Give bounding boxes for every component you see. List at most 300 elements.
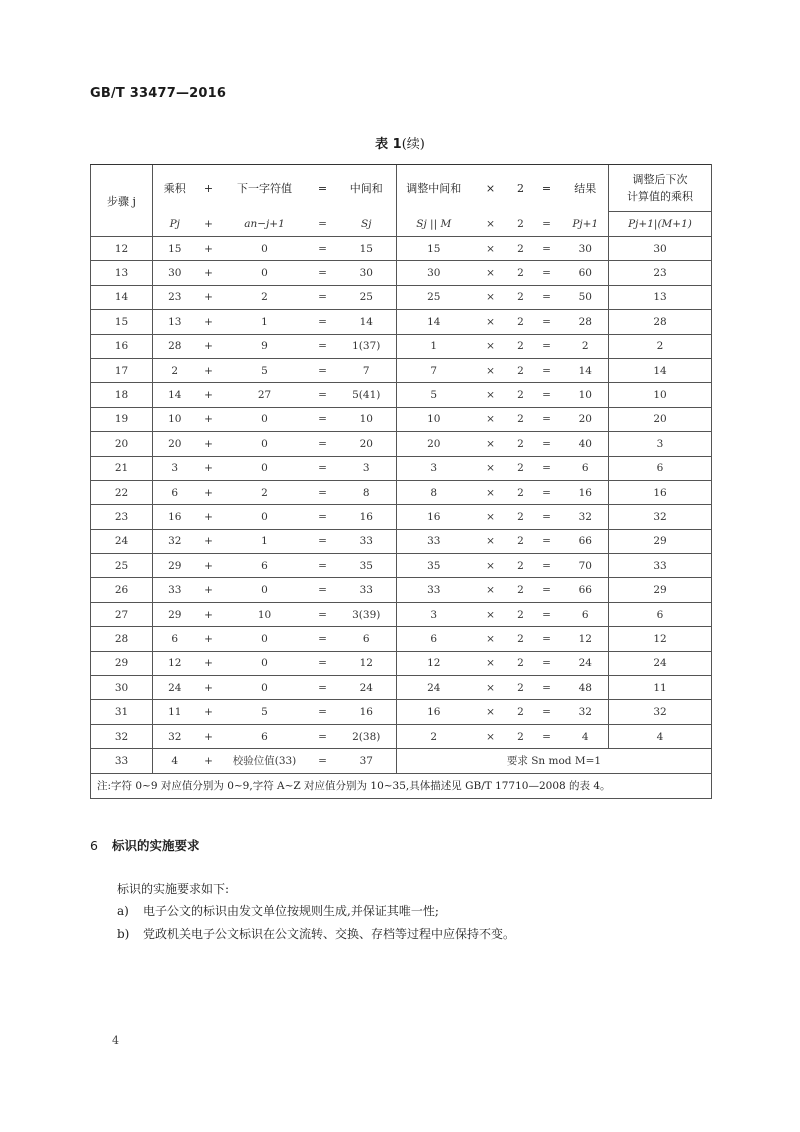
cell-eq: = [309, 383, 337, 407]
cell-two: 2 [511, 432, 531, 456]
cell-plus: + [197, 285, 221, 309]
section-number: 6 [90, 838, 98, 853]
cell-product: 30 [153, 261, 197, 285]
cell-adj-mid: 24 [397, 676, 471, 700]
header-adj-product-line1: 调整后下次 [632, 173, 688, 186]
cell-two: 2 [511, 578, 531, 602]
cell-two: 2 [511, 334, 531, 358]
cell-times: × [471, 602, 511, 626]
cell-product: 2 [153, 358, 197, 382]
cell-step: 33 [91, 749, 153, 773]
header-next-char: 下一字符值 [221, 165, 309, 212]
cell-next-char: 1 [221, 310, 309, 334]
cell-mid-sum: 12 [337, 651, 397, 675]
list-item-label: a) [117, 904, 129, 918]
section-intro: 标识的实施要求如下: [117, 882, 230, 896]
table-row [91, 676, 712, 700]
cell-eq: = [309, 529, 337, 553]
table-header-row [91, 165, 712, 212]
cell-next-char: 1 [221, 529, 309, 553]
table-row [91, 310, 712, 334]
cell-times: × [471, 627, 511, 651]
cell-mid-sum: 8 [337, 480, 397, 504]
table-row [91, 651, 712, 675]
cell-step: 19 [91, 407, 153, 431]
cell-product: 32 [153, 529, 197, 553]
cell-times: × [471, 261, 511, 285]
table-row [91, 237, 712, 261]
cell-eq: = [309, 407, 337, 431]
cell-product: 11 [153, 700, 197, 724]
cell-product: 28 [153, 334, 197, 358]
cell-adj-product: 29 [609, 529, 712, 553]
cell-eq: = [309, 749, 337, 773]
table-row [91, 480, 712, 504]
header-adj-product-line2: 计算值的乘积 [627, 190, 693, 203]
cell-result: 32 [563, 505, 609, 529]
cell-result: 32 [563, 700, 609, 724]
cell-next-char: 5 [221, 700, 309, 724]
cell-times: × [471, 480, 511, 504]
list-item-a [117, 902, 439, 919]
cell-two: 2 [511, 529, 531, 553]
cell-two: 2 [511, 456, 531, 480]
cell-plus: + [197, 432, 221, 456]
cell-adj-product: 32 [609, 700, 712, 724]
cell-plus: + [197, 627, 221, 651]
cell-eq: = [309, 554, 337, 578]
header-mid-sum: 中间和 [337, 165, 397, 212]
cell-result: 4 [563, 724, 609, 748]
cell-mid-sum: 1(37) [337, 334, 397, 358]
table-row [91, 285, 712, 309]
cell-two: 2 [511, 407, 531, 431]
cell-adj-mid: 33 [397, 529, 471, 553]
cell-result: 60 [563, 261, 609, 285]
table-row-final [91, 749, 712, 773]
cell-two: 2 [511, 358, 531, 382]
cell-next-char: 0 [221, 676, 309, 700]
cell-eq: = [309, 432, 337, 456]
cell-next-char: 5 [221, 358, 309, 382]
cell-plus: + [197, 529, 221, 553]
cell-eq: = [309, 602, 337, 626]
cell-plus: + [197, 261, 221, 285]
symbol-a: an−j+1 [221, 212, 309, 237]
header-two: 2 [511, 165, 531, 212]
cell-step: 28 [91, 627, 153, 651]
cell-step: 21 [91, 456, 153, 480]
cell-adj-mid: 5 [397, 383, 471, 407]
cell-times: × [471, 358, 511, 382]
cell-next-char: 2 [221, 285, 309, 309]
cell-plus: + [197, 456, 221, 480]
cell-eq: = [309, 480, 337, 504]
table-row [91, 724, 712, 748]
cell-plus: + [197, 651, 221, 675]
cell-next-char: 2 [221, 480, 309, 504]
symbol-eq: = [309, 212, 337, 237]
list-item-label: b) [117, 927, 130, 941]
cell-mid-sum: 5(41) [337, 383, 397, 407]
cell-product: 29 [153, 554, 197, 578]
cell-plus: + [197, 676, 221, 700]
cell-plus: + [197, 724, 221, 748]
cell-mid-sum: 15 [337, 237, 397, 261]
cell-eq2: = [531, 432, 563, 456]
cell-next-char: 0 [221, 651, 309, 675]
cell-product: 32 [153, 724, 197, 748]
cell-times: × [471, 334, 511, 358]
cell-plus: + [197, 749, 221, 773]
cell-adj-mid: 16 [397, 505, 471, 529]
cell-eq: = [309, 676, 337, 700]
cell-adj-product: 13 [609, 285, 712, 309]
cell-step: 23 [91, 505, 153, 529]
header-plus: + [197, 165, 221, 212]
symbol-s: Sj [337, 212, 397, 237]
cell-result: 70 [563, 554, 609, 578]
cell-eq: = [309, 724, 337, 748]
cell-two: 2 [511, 724, 531, 748]
cell-product: 4 [153, 749, 197, 773]
cell-eq2: = [531, 480, 563, 504]
cell-plus: + [197, 505, 221, 529]
cell-step: 22 [91, 480, 153, 504]
cell-adj-mid: 12 [397, 651, 471, 675]
cell-step: 24 [91, 529, 153, 553]
cell-result: 50 [563, 285, 609, 309]
cell-next-char: 0 [221, 432, 309, 456]
cell-adj-product: 2 [609, 334, 712, 358]
cell-next-char: 0 [221, 456, 309, 480]
cell-step: 13 [91, 261, 153, 285]
list-item-b [117, 925, 515, 942]
standard-code: GB/T 33477—2016 [90, 86, 227, 101]
cell-eq2: = [531, 724, 563, 748]
list-item-text: 党政机关电子公文标识在公文流转、交换、存档等过程中应保持不变。 [143, 927, 516, 941]
cell-eq2: = [531, 651, 563, 675]
cell-times: × [471, 651, 511, 675]
header-eq2: = [531, 165, 563, 212]
symbol-p: Pj [153, 212, 197, 237]
cell-eq2: = [531, 529, 563, 553]
cell-adj-product: 23 [609, 261, 712, 285]
cell-result: 12 [563, 627, 609, 651]
cell-adj-mid: 20 [397, 432, 471, 456]
header-times: × [471, 165, 511, 212]
cell-step: 25 [91, 554, 153, 578]
cell-adj-product: 3 [609, 432, 712, 456]
cell-mid-sum: 16 [337, 505, 397, 529]
cell-times: × [471, 578, 511, 602]
cell-result: 16 [563, 480, 609, 504]
cell-product: 12 [153, 651, 197, 675]
cell-eq: = [309, 651, 337, 675]
cell-two: 2 [511, 700, 531, 724]
cell-mid-sum: 25 [337, 285, 397, 309]
cell-adj-product: 6 [609, 456, 712, 480]
cell-next-char: 0 [221, 505, 309, 529]
cell-adj-product: 32 [609, 505, 712, 529]
cell-plus: + [197, 700, 221, 724]
cell-adj-product: 29 [609, 578, 712, 602]
cell-product: 14 [153, 383, 197, 407]
cell-adj-mid: 35 [397, 554, 471, 578]
check-digit-table [90, 164, 712, 799]
table-row [91, 456, 712, 480]
cell-eq2: = [531, 261, 563, 285]
cell-product: 16 [153, 505, 197, 529]
cell-eq2: = [531, 578, 563, 602]
table-row [91, 432, 712, 456]
cell-eq2: = [531, 407, 563, 431]
cell-times: × [471, 529, 511, 553]
cell-eq: = [309, 456, 337, 480]
cell-product: 29 [153, 602, 197, 626]
cell-times: × [471, 554, 511, 578]
cell-result: 6 [563, 602, 609, 626]
symbol-times: × [471, 212, 511, 237]
cell-adj-mid: 30 [397, 261, 471, 285]
cell-mid-sum: 33 [337, 578, 397, 602]
cell-plus: + [197, 383, 221, 407]
cell-two: 2 [511, 554, 531, 578]
cell-adj-mid: 3 [397, 602, 471, 626]
cell-next-char: 9 [221, 334, 309, 358]
cell-times: × [471, 310, 511, 334]
cell-product: 3 [153, 456, 197, 480]
cell-requirement: 要求 Sn mod M=1 [397, 749, 712, 773]
table-row [91, 358, 712, 382]
cell-result: 24 [563, 651, 609, 675]
cell-step: 18 [91, 383, 153, 407]
cell-eq: = [309, 505, 337, 529]
table-row [91, 700, 712, 724]
cell-next-char: 0 [221, 237, 309, 261]
cell-result: 2 [563, 334, 609, 358]
cell-product: 24 [153, 676, 197, 700]
cell-eq: = [309, 627, 337, 651]
cell-result: 66 [563, 578, 609, 602]
header-product: 乘积 [153, 165, 197, 212]
cell-check-digit: 校验位值(33) [221, 749, 309, 773]
cell-mid-sum: 14 [337, 310, 397, 334]
cell-two: 2 [511, 602, 531, 626]
cell-times: × [471, 676, 511, 700]
symbol-eq2: = [531, 212, 563, 237]
cell-adj-mid: 33 [397, 578, 471, 602]
cell-times: × [471, 383, 511, 407]
section-heading [90, 836, 199, 854]
header-eq: = [309, 165, 337, 212]
cell-product: 10 [153, 407, 197, 431]
cell-eq: = [309, 285, 337, 309]
cell-mid-sum: 33 [337, 529, 397, 553]
symbol-two: 2 [511, 212, 531, 237]
cell-eq2: = [531, 237, 563, 261]
table-row [91, 505, 712, 529]
cell-mid-sum: 7 [337, 358, 397, 382]
cell-plus: + [197, 310, 221, 334]
cell-step: 20 [91, 432, 153, 456]
cell-eq2: = [531, 383, 563, 407]
cell-step: 32 [91, 724, 153, 748]
cell-step: 15 [91, 310, 153, 334]
cell-product: 33 [153, 578, 197, 602]
table-row [91, 334, 712, 358]
cell-times: × [471, 285, 511, 309]
cell-eq: = [309, 334, 337, 358]
cell-step: 27 [91, 602, 153, 626]
table-row [91, 602, 712, 626]
table-symbol-row [91, 212, 712, 237]
cell-adj-mid: 25 [397, 285, 471, 309]
list-item-text: 电子公文的标识由发文单位按规则生成,并保证其唯一性; [143, 904, 439, 918]
table-title-label: 表 1 [375, 137, 402, 152]
cell-times: × [471, 456, 511, 480]
cell-plus: + [197, 554, 221, 578]
header-adj-mid: 调整中间和 [397, 165, 471, 212]
cell-eq: = [309, 358, 337, 382]
cell-step: 29 [91, 651, 153, 675]
cell-adj-mid: 6 [397, 627, 471, 651]
cell-adj-mid: 10 [397, 407, 471, 431]
cell-eq2: = [531, 358, 563, 382]
cell-eq2: = [531, 310, 563, 334]
cell-adj-product: 14 [609, 358, 712, 382]
table-note-row [91, 773, 712, 798]
cell-mid-sum: 24 [337, 676, 397, 700]
table-row [91, 407, 712, 431]
cell-eq2: = [531, 627, 563, 651]
cell-adj-mid: 7 [397, 358, 471, 382]
cell-times: × [471, 237, 511, 261]
cell-plus: + [197, 407, 221, 431]
cell-next-char: 10 [221, 602, 309, 626]
cell-mid-sum: 16 [337, 700, 397, 724]
cell-plus: + [197, 237, 221, 261]
cell-eq2: = [531, 602, 563, 626]
cell-next-char: 0 [221, 627, 309, 651]
cell-eq2: = [531, 554, 563, 578]
cell-times: × [471, 432, 511, 456]
cell-plus: + [197, 578, 221, 602]
cell-adj-product: 20 [609, 407, 712, 431]
cell-adj-mid: 3 [397, 456, 471, 480]
table-title [0, 133, 800, 152]
table-row [91, 529, 712, 553]
cell-product: 6 [153, 480, 197, 504]
cell-step: 26 [91, 578, 153, 602]
cell-eq: = [309, 310, 337, 334]
cell-adj-product: 24 [609, 651, 712, 675]
cell-step: 17 [91, 358, 153, 382]
cell-eq: = [309, 578, 337, 602]
cell-product: 23 [153, 285, 197, 309]
table-row [91, 554, 712, 578]
cell-adj-product: 33 [609, 554, 712, 578]
cell-eq2: = [531, 456, 563, 480]
cell-next-char: 0 [221, 407, 309, 431]
cell-two: 2 [511, 651, 531, 675]
cell-adj-product: 12 [609, 627, 712, 651]
cell-step: 14 [91, 285, 153, 309]
cell-adj-mid: 15 [397, 237, 471, 261]
cell-eq2: = [531, 334, 563, 358]
cell-result: 40 [563, 432, 609, 456]
cell-eq: = [309, 237, 337, 261]
cell-two: 2 [511, 237, 531, 261]
cell-result: 20 [563, 407, 609, 431]
cell-mid-sum: 37 [337, 749, 397, 773]
cell-next-char: 0 [221, 578, 309, 602]
cell-eq2: = [531, 700, 563, 724]
symbol-result: Pj+1 [563, 212, 609, 237]
cell-mid-sum: 35 [337, 554, 397, 578]
cell-adj-product: 30 [609, 237, 712, 261]
cell-adj-product: 11 [609, 676, 712, 700]
cell-two: 2 [511, 310, 531, 334]
cell-step: 12 [91, 237, 153, 261]
cell-result: 6 [563, 456, 609, 480]
cell-result: 28 [563, 310, 609, 334]
table-title-continued: (续) [401, 137, 425, 152]
cell-mid-sum: 3(39) [337, 602, 397, 626]
cell-mid-sum: 6 [337, 627, 397, 651]
cell-mid-sum: 10 [337, 407, 397, 431]
symbol-plus: + [197, 212, 221, 237]
cell-next-char: 27 [221, 383, 309, 407]
cell-adj-mid: 2 [397, 724, 471, 748]
cell-eq2: = [531, 285, 563, 309]
page-number: 4 [112, 1034, 119, 1047]
cell-adj-mid: 1 [397, 334, 471, 358]
table-row [91, 627, 712, 651]
cell-two: 2 [511, 261, 531, 285]
cell-plus: + [197, 358, 221, 382]
cell-times: × [471, 407, 511, 431]
cell-plus: + [197, 480, 221, 504]
cell-eq: = [309, 261, 337, 285]
cell-two: 2 [511, 480, 531, 504]
cell-times: × [471, 700, 511, 724]
section-title: 标识的实施要求 [111, 838, 200, 853]
cell-next-char: 6 [221, 724, 309, 748]
table-row [91, 383, 712, 407]
cell-eq2: = [531, 505, 563, 529]
cell-two: 2 [511, 627, 531, 651]
symbol-sm: Sj || M [397, 212, 471, 237]
table-note: 注:字符 0~9 对应值分别为 0~9,字符 A~Z 对应值分别为 10~35,具体描述见 GB/T 17710—2008 的表 4。 [91, 773, 712, 798]
cell-next-char: 6 [221, 554, 309, 578]
cell-adj-product: 6 [609, 602, 712, 626]
cell-product: 6 [153, 627, 197, 651]
cell-adj-product: 4 [609, 724, 712, 748]
cell-result: 66 [563, 529, 609, 553]
header-step: 步骤 j [91, 165, 153, 237]
cell-mid-sum: 2(38) [337, 724, 397, 748]
cell-times: × [471, 724, 511, 748]
cell-two: 2 [511, 383, 531, 407]
table-row [91, 578, 712, 602]
cell-two: 2 [511, 505, 531, 529]
cell-plus: + [197, 602, 221, 626]
cell-product: 13 [153, 310, 197, 334]
cell-product: 20 [153, 432, 197, 456]
cell-result: 14 [563, 358, 609, 382]
cell-adj-product: 10 [609, 383, 712, 407]
